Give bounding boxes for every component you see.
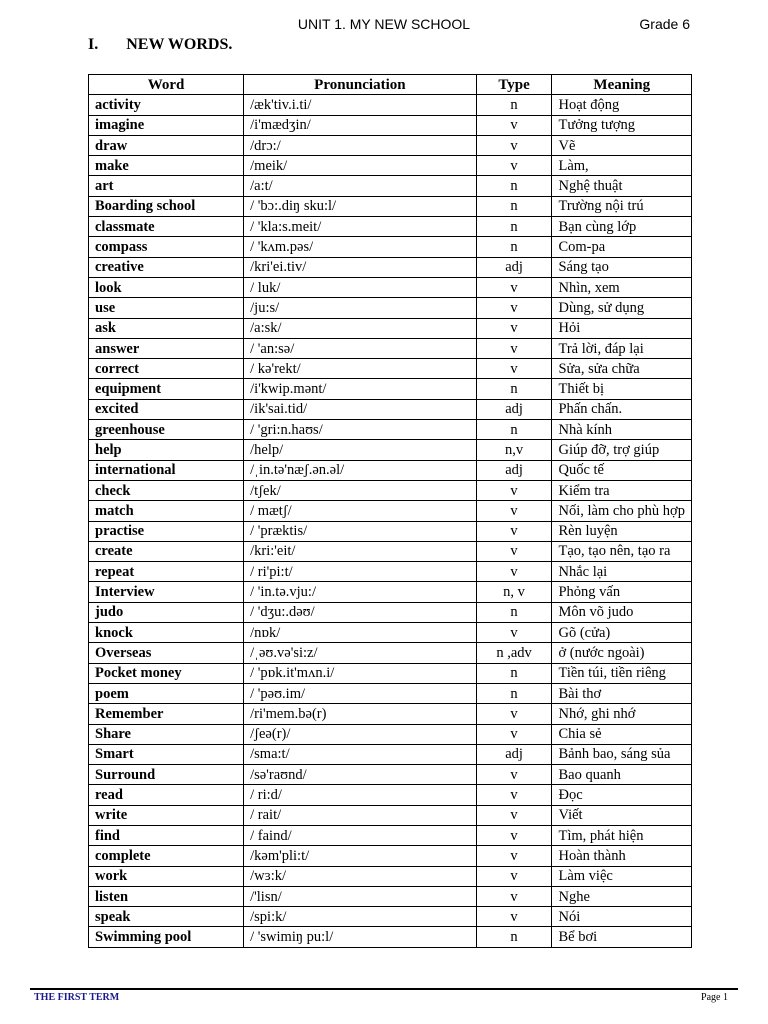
table-row [89,501,692,521]
pronunciation-cell: / 'kla:s.meit/ [244,217,476,237]
type-cell: v [476,135,552,155]
type-cell: n, v [476,582,552,602]
meaning-cell: Sửa, sửa chữa [552,359,692,379]
pronunciation-cell: / mætʃ/ [244,501,476,521]
pronunciation-cell: /ik'sai.tid/ [244,399,476,419]
section-heading [88,36,232,54]
word-cell: write [89,805,244,825]
pronunciation-cell: /help/ [244,440,476,460]
meaning-cell: Rèn luyện [552,521,692,541]
word-cell: speak [89,907,244,927]
header-pronunciation: Pronunciation [244,75,476,95]
word-cell: poem [89,683,244,703]
word-cell: Share [89,724,244,744]
table-row [89,440,692,460]
pronunciation-cell: /ju:s/ [244,298,476,318]
pronunciation-cell: / 'pəʊ.im/ [244,683,476,703]
word-cell: work [89,866,244,886]
meaning-cell: Tưởng tượng [552,115,692,135]
table-row [89,582,692,602]
table-row [89,298,692,318]
word-cell: check [89,480,244,500]
meaning-cell: Nối, làm cho phù hợp [552,501,692,521]
type-cell: v [476,825,552,845]
type-cell: v [476,318,552,338]
word-cell: art [89,176,244,196]
pronunciation-cell: /i'mædʒin/ [244,115,476,135]
table-row [89,907,692,927]
type-cell: n [476,420,552,440]
section-title: NEW WORDS. [126,36,233,53]
table-row [89,744,692,764]
word-cell: read [89,785,244,805]
pronunciation-cell: /meik/ [244,156,476,176]
footer-term: THE FIRST TERM [34,992,120,1003]
pronunciation-cell: / rait/ [244,805,476,825]
meaning-cell: Nhà kính [552,420,692,440]
pronunciation-cell: / 'pɒk.it'mʌn.i/ [244,663,476,683]
word-cell: help [89,440,244,460]
type-cell: n [476,176,552,196]
word-cell: Pocket money [89,663,244,683]
word-cell: create [89,541,244,561]
table-row [89,541,692,561]
table-row [89,115,692,135]
pronunciation-cell: /drɔ:/ [244,135,476,155]
pronunciation-cell: /nɒk/ [244,623,476,643]
table-row [89,704,692,724]
header-meaning: Meaning [552,75,692,95]
table-row [89,866,692,886]
pronunciation-cell: /i'kwip.mənt/ [244,379,476,399]
word-cell: equipment [89,379,244,399]
table-row [89,825,692,845]
word-cell: make [89,156,244,176]
unit-title: UNIT 1. MY NEW SCHOOL [297,16,471,32]
table-row [89,135,692,155]
meaning-cell: Nghệ thuật [552,176,692,196]
word-cell: compass [89,237,244,257]
type-cell: v [476,359,552,379]
word-cell: Remember [89,704,244,724]
type-cell: n [476,379,552,399]
meaning-cell: Trả lời, đáp lại [552,338,692,358]
table-row [89,338,692,358]
type-cell: v [476,277,552,297]
table-row [89,460,692,480]
type-cell: n ,adv [476,643,552,663]
meaning-cell: Nói [552,907,692,927]
meaning-cell: Giúp đỡ, trợ giúp [552,440,692,460]
word-cell: Interview [89,582,244,602]
type-cell: n [476,95,552,115]
meaning-cell: Môn võ judo [552,602,692,622]
meaning-cell: Dùng, sử dụng [552,298,692,318]
word-cell: activity [89,95,244,115]
table-row [89,480,692,500]
word-cell: greenhouse [89,420,244,440]
table-row [89,521,692,541]
pronunciation-cell: /spi:k/ [244,907,476,927]
meaning-cell: Quốc tế [552,460,692,480]
type-cell: v [476,480,552,500]
pronunciation-cell: / 'gri:n.haʊs/ [244,420,476,440]
type-cell: v [476,298,552,318]
section-number: I. [88,36,99,53]
type-cell: v [476,541,552,561]
meaning-cell: Gõ (cửa) [552,623,692,643]
pronunciation-cell: /wɜ:k/ [244,866,476,886]
pronunciation-cell: / 'in.tə.vju:/ [244,582,476,602]
pronunciation-cell: /kri:'eit/ [244,541,476,561]
meaning-cell: Vẽ [552,135,692,155]
type-cell: n [476,927,552,947]
type-cell: n [476,602,552,622]
meaning-cell: Nhìn, xem [552,277,692,297]
meaning-cell: Bạn cùng lớp [552,217,692,237]
word-cell: look [89,277,244,297]
pronunciation-cell: / ri'pi:t/ [244,562,476,582]
pronunciation-cell: / kə'rekt/ [244,359,476,379]
meaning-cell: Tìm, phát hiện [552,825,692,845]
meaning-cell: Bể bơi [552,927,692,947]
type-cell: n [476,663,552,683]
page-number: Page 1 [701,992,728,1003]
word-cell: use [89,298,244,318]
meaning-cell: Tạo, tạo nên, tạo ra [552,541,692,561]
pronunciation-cell: / 'swimiŋ pu:l/ [244,927,476,947]
meaning-cell: ở (nước ngoài) [552,643,692,663]
pronunciation-cell: /tʃek/ [244,480,476,500]
meaning-cell: Trường nội trú [552,196,692,216]
type-cell: v [476,866,552,886]
meaning-cell: Viết [552,805,692,825]
type-cell: v [476,785,552,805]
table-row [89,602,692,622]
word-cell: classmate [89,217,244,237]
meaning-cell: Hỏi [552,318,692,338]
type-cell: v [476,724,552,744]
table-row [89,663,692,683]
pronunciation-cell: /kri'ei.tiv/ [244,257,476,277]
meaning-cell: Sáng tạo [552,257,692,277]
table-row [89,95,692,115]
meaning-cell: Chia sẻ [552,724,692,744]
table-row [89,379,692,399]
meaning-cell: Đọc [552,785,692,805]
type-cell: n [476,237,552,257]
type-cell: v [476,623,552,643]
table-row [89,420,692,440]
table-row [89,217,692,237]
type-cell: adj [476,744,552,764]
type-cell: v [476,338,552,358]
word-cell: knock [89,623,244,643]
pronunciation-cell: /ˌin.tə'næʃ.ən.əl/ [244,460,476,480]
pronunciation-cell: / 'an:sə/ [244,338,476,358]
word-cell: judo [89,602,244,622]
type-cell: n,v [476,440,552,460]
grade-label: Grade 6 [639,16,690,32]
pronunciation-cell: /æk'tiv.i.ti/ [244,95,476,115]
type-cell: n [476,683,552,703]
pronunciation-cell: /kəm'pli:t/ [244,846,476,866]
meaning-cell: Bài thơ [552,683,692,703]
meaning-cell: Hoạt động [552,95,692,115]
type-cell: n [476,196,552,216]
word-cell: find [89,825,244,845]
word-cell: Boarding school [89,196,244,216]
pronunciation-cell: /sma:t/ [244,744,476,764]
type-cell: v [476,907,552,927]
meaning-cell: Bao quanh [552,765,692,785]
word-cell: international [89,460,244,480]
type-cell: v [476,521,552,541]
type-cell: v [476,156,552,176]
type-cell: v [476,501,552,521]
meaning-cell: Bảnh bao, sáng sủa [552,744,692,764]
type-cell: v [476,765,552,785]
type-cell: adj [476,399,552,419]
pronunciation-cell: / faind/ [244,825,476,845]
table-row [89,399,692,419]
word-cell: Overseas [89,643,244,663]
meaning-cell: Nghe [552,886,692,906]
type-cell: v [476,704,552,724]
word-cell: repeat [89,562,244,582]
table-row [89,318,692,338]
header-word: Word [89,75,244,95]
pronunciation-cell: /'lisn/ [244,886,476,906]
meaning-cell: Phỏng vấn [552,582,692,602]
table-row [89,562,692,582]
table-row [89,724,692,744]
meaning-cell: Làm, [552,156,692,176]
table-row [89,683,692,703]
table-header-row [89,75,692,95]
table-row [89,156,692,176]
pronunciation-cell: /a:sk/ [244,318,476,338]
word-cell: draw [89,135,244,155]
table-row [89,623,692,643]
table-row [89,846,692,866]
table-row [89,886,692,906]
pronunciation-cell: /a:t/ [244,176,476,196]
table-body [89,95,692,947]
pronunciation-cell: / 'præktis/ [244,521,476,541]
pronunciation-cell: / 'dʒu:.dəʊ/ [244,602,476,622]
table-row [89,196,692,216]
table-row [89,237,692,257]
meaning-cell: Com-pa [552,237,692,257]
word-cell: Smart [89,744,244,764]
meaning-cell: Hoàn thành [552,846,692,866]
pronunciation-cell: /sə'raʊnd/ [244,765,476,785]
table-row [89,257,692,277]
word-cell: match [89,501,244,521]
type-cell: adj [476,257,552,277]
meaning-cell: Làm việc [552,866,692,886]
word-cell: listen [89,886,244,906]
meaning-cell: Nhớ, ghi nhớ [552,704,692,724]
meaning-cell: Phấn chấn. [552,399,692,419]
table-row [89,176,692,196]
table-row [89,765,692,785]
pronunciation-cell: /ʃeə(r)/ [244,724,476,744]
table-row [89,805,692,825]
word-cell: imagine [89,115,244,135]
pronunciation-cell: / 'kʌm.pəs/ [244,237,476,257]
type-cell: v [476,846,552,866]
type-cell: v [476,886,552,906]
table-row [89,277,692,297]
word-cell: ask [89,318,244,338]
table-row [89,359,692,379]
footer-divider [30,988,738,990]
type-cell: v [476,805,552,825]
word-cell: excited [89,399,244,419]
meaning-cell: Nhắc lại [552,562,692,582]
meaning-cell: Tiền túi, tiền riêng [552,663,692,683]
table-row [89,643,692,663]
pronunciation-cell: / ri:d/ [244,785,476,805]
table-row [89,927,692,947]
meaning-cell: Kiểm tra [552,480,692,500]
word-cell: Swimming pool [89,927,244,947]
type-cell: v [476,115,552,135]
word-cell: practise [89,521,244,541]
type-cell: v [476,562,552,582]
pronunciation-cell: / luk/ [244,277,476,297]
meaning-cell: Thiết bị [552,379,692,399]
type-cell: adj [476,460,552,480]
word-cell: complete [89,846,244,866]
word-cell: creative [89,257,244,277]
word-cell: correct [89,359,244,379]
table-row [89,785,692,805]
pronunciation-cell: / 'bɔ:.diŋ sku:l/ [244,196,476,216]
header-type: Type [476,75,552,95]
type-cell: n [476,217,552,237]
pronunciation-cell: /ˌəʊ.və'si:z/ [244,643,476,663]
word-cell: Surround [89,765,244,785]
vocabulary-table [88,74,692,948]
word-cell: answer [89,338,244,358]
pronunciation-cell: /ri'mem.bə(r) [244,704,476,724]
